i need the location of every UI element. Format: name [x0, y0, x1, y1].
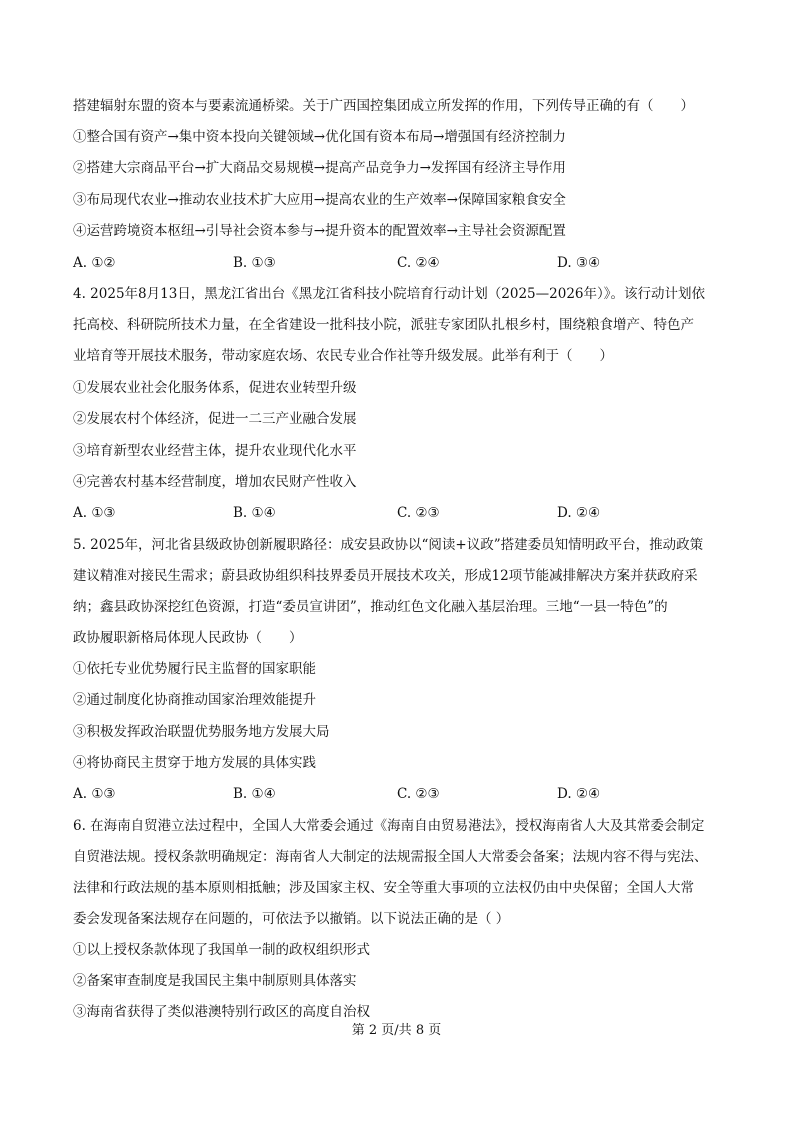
q5-stem-line-4: 政协履职新格局体现人民政协（ ） [73, 630, 303, 646]
q5-stem-line-1: 5. 2025年，河北省县级政协创新履职路径：成安县政协以“阅读+议政”搭建委员知情明政平台，推动政策 [73, 537, 704, 553]
q4-stem-line-2: 托高校、科研院所技术力量，在全省建设一批科技小院，派驻专家团队扎根乡村，围绕粮食增产、特色产 [73, 317, 694, 333]
q3-option-d: D. ③④ [557, 255, 601, 271]
q6-stem-line-4: 委会发现备案法规存在问题的，可依法予以撤销。以下说法正确的是（ ） [73, 911, 510, 927]
q5-statement-3: ③积极发挥政治联盟优势服务地方发展大局 [73, 724, 330, 740]
q3-option-b: B. ①③ [233, 255, 276, 271]
q3-option-a: A. ①② [73, 255, 116, 271]
q5-stem-line-3: 纳；鑫县政协深挖红色资源，打造“委员宣讲团”，推动红色文化融入基层治理。三地“一县一特色”的 [73, 599, 668, 615]
q3-stem-tail: 搭建辐射东盟的资本与要素流通桥梁。关于广西国控集团成立所发挥的作用，下列传导正确的有（ ） [73, 98, 694, 114]
q6-statement-1: ①以上授权条款体现了我国单一制的政权组织形式 [73, 942, 370, 958]
q5-option-c: C. ②③ [397, 786, 440, 802]
q5-statement-2: ②通过制度化协商推动国家治理效能提升 [73, 692, 316, 708]
q6-stem-line-2: 自贸港法规。授权条款明确规定：海南省人大制定的法规需报全国人大常委会备案；法规内容不得与宪法、 [73, 849, 708, 865]
q3-statement-2: ②搭建大宗商品平台→扩大商品交易规模→提高产品竞争力→发挥国有经济主导作用 [73, 160, 566, 176]
q4-statement-1: ①发展农业社会化服务体系，促进农业转型升级 [73, 380, 357, 396]
q6-statement-2: ②备案审查制度是我国民主集中制原则具体落实 [73, 973, 357, 989]
q5-statement-1: ①依托专业优势履行民主监督的国家职能 [73, 661, 316, 677]
q5-option-b: B. ①④ [233, 786, 276, 802]
q3-statement-3: ③布局现代农业→推动农业技术扩大应用→提高农业的生产效率→保障国家粮食安全 [73, 192, 566, 208]
q4-option-c: C. ②③ [397, 505, 440, 521]
q6-stem-line-1: 6. 在海南自贸港立法过程中，全国人大常委会通过《海南自由贸易港法》，授权海南省人大及其常委会制定 [73, 818, 705, 834]
q4-statement-3: ③培育新型农业经营主体，提升农业现代化水平 [73, 443, 357, 459]
q5-option-d: D. ②④ [557, 786, 601, 802]
q4-statement-4: ④完善农村基本经营制度，增加农民财产性收入 [73, 474, 357, 490]
q5-statement-4: ④将协商民主贯穿于地方发展的具体实践 [73, 755, 316, 771]
q5-option-a: A. ①③ [73, 786, 116, 802]
q3-statement-4: ④运营跨境资本枢纽→引导社会资本参与→提升资本的配置效率→主导社会资源配置 [73, 223, 566, 239]
q4-statement-2: ②发展农村个体经济，促进一二三产业融合发展 [73, 411, 357, 427]
q3-option-c: C. ②④ [397, 255, 440, 271]
q4-option-d: D. ②④ [557, 505, 601, 521]
q4-stem-line-1: 4. 2025年8月13日，黑龙江省出台《黑龙江省科技小院培育行动计划（2025—2026年）》。该行动计划依 [73, 286, 706, 302]
q4-option-b: B. ①④ [233, 505, 276, 521]
q4-stem-line-3: 业培育等开展技术服务，带动家庭农场、农民专业合作社等升级发展。此举有利于（ ） [73, 348, 613, 364]
q6-stem-line-3: 法律和行政法规的基本原则相抵触；涉及国家主权、安全等重大事项的立法权仍由中央保留；全国人大常 [73, 880, 694, 896]
q3-statement-1: ①整合国有资产→集中资本投向关键领域→优化国有资本布局→增强国有经济控制力 [73, 129, 566, 145]
q5-stem-line-2: 建议精准对接民生需求；蔚县政协组织科技界委员开展技术攻关，形成12项节能减排解决方案并获政府采 [73, 568, 698, 584]
q6-statement-3: ③海南省获得了类似港澳特别行政区的高度自治权 [73, 1004, 370, 1020]
page-number-footer: 第 2 页/共 8 页 [351, 1023, 442, 1038]
q4-option-a: A. ①③ [73, 505, 116, 521]
